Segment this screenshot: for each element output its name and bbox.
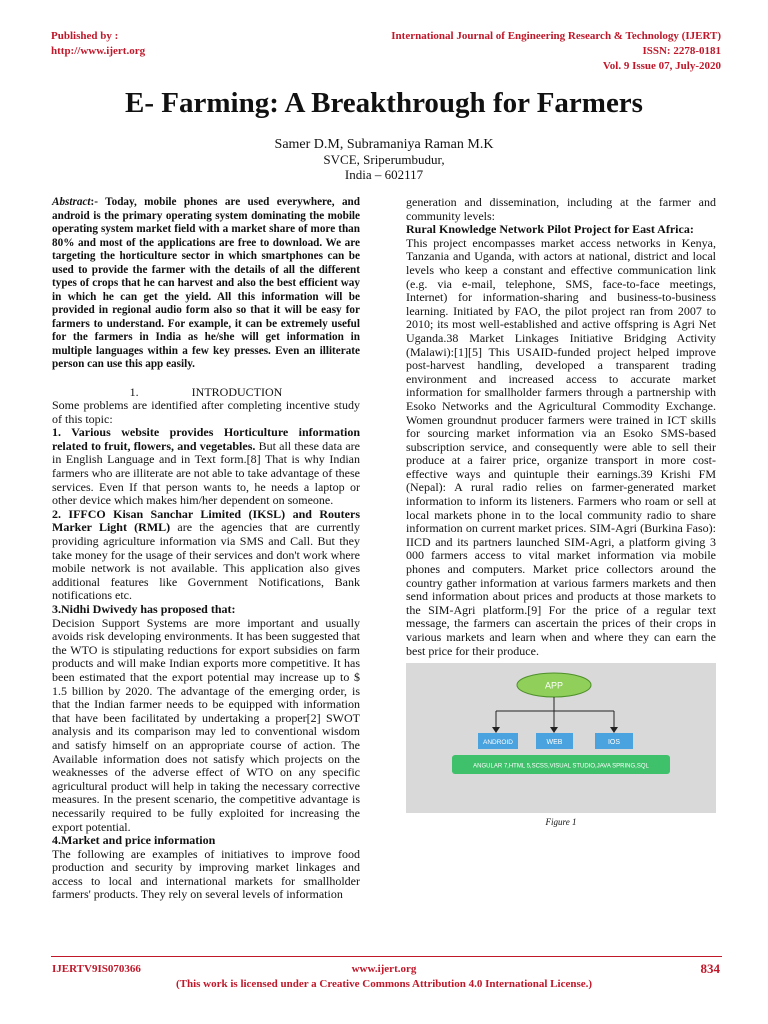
paragraph-2 xyxy=(52,508,360,603)
paragraph-4-text: The following are examples of initiatives to improve food production and security by improving market linkages and access to local and international markets for smallholder farmers' products. They rely on several levels of information xyxy=(52,846,360,902)
section-heading-introduction xyxy=(52,386,360,400)
footer-license: (This work is licensed under a Creative Commons Attribution 4.0 International License.) xyxy=(175,978,593,990)
author-names: Samer D.M, Subramaniya Raman M.K xyxy=(274,137,494,152)
ios-node-label: IOS xyxy=(607,739,621,747)
abstract-label: Abstract xyxy=(52,196,91,208)
paragraph-2-text: are the agencies that are currently providing agriculture information via SMS and Call. But they take money for the usage of their services and don't work where mobile network is not available. This application also gives additional features like Government Notifications, Bank notifications etc. xyxy=(52,520,360,603)
author-affiliation: SVCE, Sriperumbudur, xyxy=(323,152,445,167)
abstract-text: :- Today, mobile phones are used everywhere, and android is the primary operating system dominating the mobile operating system market field with a market share of more than 80% and most of the applications are free to download. We are targeting the horticulture sector in which smartphones can be used to provide the farmer with the details of all the different types of crops that he can harvest and also the best efficient way in which he can get the yield. All this information will be provided in regional audio form also so that it will be easy for farmers to understand. For example, it can be extremely useful for the farmers in India as he/she will get information in multiple languages within a few key presses. Even an illiterate person can use this app easily. xyxy=(52,196,360,370)
authors-block xyxy=(0,137,768,182)
paragraph-3-text: Decision Support Systems are more important and usually avoids risk developing environments. It has been suggested that the WTO is stipulating reductions for export subsidies on farm products and will make Indian exports more competitive. It has been estimated that the export potential may increase up to $ 1.5 billion by 2020. The advantage of the emerging order, is that the Indian farmer needs to be equipped with information that have been facilitated by undertaking a proper[2] SWOT analysis and its comparison may led to conventional wisdom and satisfy himself on an appropriate course of action. The Available information does not satisfy which projects on the weaknesses of the adverse effect of WTO on any specific agricultural product will help in taking the necessary corrective measures. In the present scenario, the competitive advantage is necessarily required to be fully exploited for increasing the export potential. xyxy=(52,615,360,834)
figure-caption: Figure 1 xyxy=(545,817,577,828)
paragraph-1 xyxy=(52,426,360,508)
issn: ISSN: 2278-0181 xyxy=(642,45,721,57)
paragraph-1-heading: 1. Various website provides Horticulture information related to fruit, flowers, and vegetables. xyxy=(52,425,360,453)
section-title: INTRODUCTION xyxy=(191,384,283,399)
header-left xyxy=(51,29,145,59)
architecture-diagram xyxy=(406,663,716,813)
right-column xyxy=(406,196,716,830)
tech-stack-label: ANGULAR 7,HTML 5,SCSS,VISUAL STUDIO,JAVA SPRING,SQL xyxy=(473,763,649,770)
right-body: This project encompasses market access networks in Kenya, Tanzania and Uganda, with actors at national, district and local levels who keep a constant and effective communication link (e.g. via e-mail, telephone, SMS, face-to-face meetings, Internet) for information-sharing and business-to-business learning. Initiated by FAO, the pilot project ran from 2007 to 2010; its most well-established and active offspring is Agri Net Uganda.38 Market Linkages Initiative Bridging Activity (Malawi):[1][5] This USAID-funded project helped improve post-harvest handling, developed a transparent trading environment and increased access to accurate market information for smallholder farmers through a partnership with Esoko Networks and the Agricultural Commodity Exchange. Women groundnut producer farmers were trained in ICT skills for sourcing market information via an Esoko SMS-based subscription service, and consequently were able to sell their produce at a fairer price, organize transport in more cost-effective ways and quintuple their earnings.39 Krishi FM (Nepal): A rural radio relies on farmer-generated market information to inform its listeners. Farmers who roam or sell at local markets phone in to the local community radio to share information on current market prices. SIM-Agri (Burkina Faso): IICD and its partners launched SIM-Agri, a platform giving 3 000 farmers access to vital market information via mobile phones and computers. Market price collectors around the country gather information at various farmers markets and then send information about prices and products at those markets to the SIM-Agri platform.[9] For the price of a regular text message, the farmers can ascertain the prices of their crops in various markets and learn when and where they can earn the best price for their produce. xyxy=(406,235,716,658)
left-column xyxy=(52,196,360,902)
app-node-label: APP xyxy=(544,680,564,691)
footer-paper-id: IJERTV9IS070366 xyxy=(52,963,141,975)
android-node-label: ANDROID xyxy=(483,739,513,747)
abstract xyxy=(52,196,360,372)
author-location: India – 602117 xyxy=(344,167,424,182)
published-by: Published by : xyxy=(51,30,119,42)
footer-divider xyxy=(51,956,722,957)
journal-url-link[interactable]: http://www.ijert.org xyxy=(51,45,146,57)
web-node-label: WEB xyxy=(546,739,563,747)
footer-url-link[interactable]: www.ijert.org xyxy=(351,963,417,975)
paragraph-4-heading: 4.Market and price information xyxy=(52,833,216,848)
header-right xyxy=(391,29,721,74)
page-number: 834 xyxy=(700,961,720,976)
journal-name: International Journal of Engineering Research & Technology (IJERT) xyxy=(391,30,721,42)
paragraph-3-heading: 3.Nidhi Dwivedy has proposed that: xyxy=(52,602,236,616)
paper-title: E- Farming: A Breakthrough for Farmers xyxy=(125,87,643,119)
volume-issue: Vol. 9 Issue 07, July-2020 xyxy=(602,60,721,72)
subsection-heading: Rural Knowledge Network Pilot Project for East Africa: xyxy=(406,222,694,237)
intro-lead: Some problems are identified after completing incentive study of this topic: xyxy=(52,398,360,426)
section-number: 1. xyxy=(129,384,139,399)
paragraph-1-text: But all these data are in English Language and in Text form.[8] That is why Indian farmers who are illiterate are not able to take advantage of these services. Even If that person wants to, he needs a laptop or other device which makes him/her dependent on someone. xyxy=(52,438,360,508)
paragraph-2-heading: 2. IFFCO Kisan Sanchar Limited (IKSL) and Routers Marker Light (RML) xyxy=(52,506,360,535)
continued-text: generation and dissemination, including at the farmer and community levels: xyxy=(406,195,716,223)
figure-1 xyxy=(406,663,716,813)
